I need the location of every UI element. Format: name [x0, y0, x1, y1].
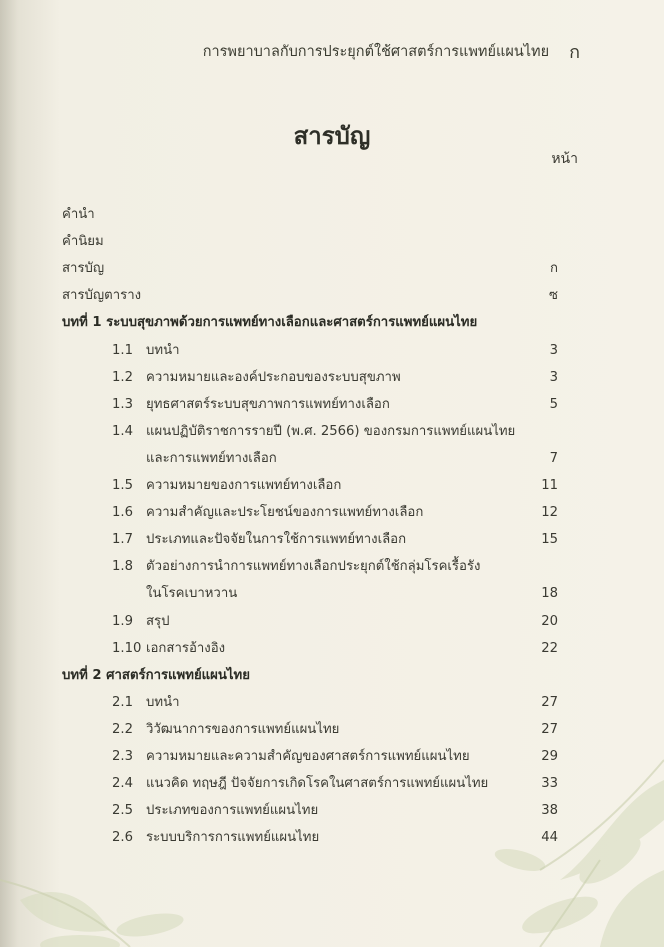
toc-entry [0, 473, 664, 499]
toc-entry [0, 500, 664, 526]
toc-entry [0, 636, 664, 662]
toc-page-number: 5 [549, 396, 558, 412]
toc-page-number: 3 [549, 369, 558, 385]
toc-entry [0, 338, 664, 364]
toc-page-number: 20 [541, 613, 558, 629]
toc-section-number: 1.4 [112, 423, 133, 439]
toc-entry [0, 825, 664, 851]
toc-page-number: 38 [541, 803, 558, 819]
toc-entry [0, 717, 664, 743]
toc-entry [0, 202, 664, 228]
toc-entry-text: คำนำ [62, 207, 95, 222]
toc-entry [0, 527, 664, 553]
toc-entry [0, 446, 664, 472]
toc-section-number: 2.3 [112, 749, 133, 764]
toc-section-number: 2.4 [112, 776, 133, 792]
toc-entry-text: และการแพทย์ทางเลือก [146, 450, 277, 466]
toc-entry-text: ประเภทและปัจจัยในการใช้การแพทย์ทางเลือก [146, 532, 407, 548]
toc-page-number: 27 [541, 721, 558, 737]
toc-section-number: 2.6 [112, 830, 133, 846]
header-page-number: ก [569, 41, 580, 63]
running-header [200, 40, 580, 62]
toc-entry-text: เอกสารอ้างอิง [146, 640, 226, 656]
toc-page-number: 3 [549, 342, 558, 358]
toc-entry-text: ความหมายและความสำคัญของศาสตร์การแพทย์แผนไทย [146, 749, 470, 764]
toc-entry [0, 581, 664, 607]
toc-entry-text: สรุป [146, 613, 170, 629]
toc-page-number: 29 [541, 749, 558, 764]
toc-entry [0, 744, 664, 770]
toc-page-number: 44 [541, 830, 558, 846]
toc-section-number: 1.8 [112, 559, 133, 575]
toc-page-number: 22 [541, 640, 558, 656]
toc-entry [0, 554, 664, 580]
toc-entry [0, 798, 664, 824]
toc-section-number: 1.1 [112, 342, 133, 358]
toc-entry-text: ระบบบริการการแพทย์แผนไทย [146, 830, 320, 846]
toc-entry-text: ความหมายและองค์ประกอบของระบบสุขภาพ [146, 369, 401, 385]
toc-entry-text: บทนำ [146, 342, 180, 358]
toc-page-number: 33 [541, 776, 558, 792]
toc-section-number: 1.5 [112, 478, 133, 493]
page-title: สารบัญ [293, 122, 371, 150]
toc-entry-text: วิวัฒนาการของการแพทย์แผนไทย [146, 721, 340, 737]
toc-entry [0, 771, 664, 797]
toc-entry-text: สารบัญ [62, 261, 105, 277]
toc-entry [0, 690, 664, 716]
toc-entry [0, 609, 664, 635]
toc-chapter [0, 663, 664, 689]
toc-section-number: 2.1 [112, 694, 133, 710]
toc-entry-text: แผนปฏิบัติราชการรายปี (พ.ศ. 2566) ของกรมการแพทย์แผนไทย [146, 423, 516, 439]
toc-entry [0, 229, 664, 255]
toc-page-number: 18 [541, 586, 558, 602]
toc-page-number: ก [550, 261, 558, 277]
toc-entry [0, 365, 664, 391]
toc-page-number: 27 [541, 694, 558, 710]
toc-section-number: 2.5 [112, 803, 133, 819]
toc-entry [0, 392, 664, 418]
toc-page-number: ซ [549, 288, 558, 304]
toc-section-number: 2.2 [112, 721, 133, 737]
toc-entry [0, 419, 664, 445]
toc-entry-text: ประเภทของการแพทย์แผนไทย [146, 803, 319, 819]
toc-entry-text: บทนำ [146, 694, 180, 710]
toc-page-number: 15 [541, 532, 558, 548]
toc-page-number: 12 [541, 505, 558, 521]
toc-entry-text: บทที่ 1 ระบบสุขภาพด้วยการแพทย์ทางเลือกและศาสตร์การแพทย์แผนไทย [62, 315, 478, 331]
toc-entry-text: แนวคิด ทฤษฎี ปัจจัยการเกิดโรคในศาสตร์การแพทย์แผนไทย [146, 776, 489, 792]
toc-section-number: 1.10 [112, 640, 142, 656]
page-column-label: หน้า [551, 151, 578, 167]
toc-section-number: 1.6 [112, 505, 133, 521]
running-title: การพยาบาลกับการประยุกต์ใช้ศาสตร์การแพทย์แผนไทย [202, 43, 550, 60]
toc-entry-text: ยุทธศาสตร์ระบบสุขภาพการแพทย์ทางเลือก [146, 396, 390, 412]
toc-section-number: 1.7 [112, 532, 133, 548]
toc-entry [0, 283, 664, 309]
toc-entry-text: ความหมายของการแพทย์ทางเลือก [146, 478, 342, 493]
toc-entry-text: ตัวอย่างการนำการแพทย์ทางเลือกประยุกต์ใช้กลุ่มโรคเรื้อรัง [146, 559, 481, 575]
toc-entry [0, 256, 664, 282]
toc-page-number: 7 [549, 450, 558, 466]
toc-section-number: 1.3 [112, 396, 133, 412]
toc-entry-text: บทที่ 2 ศาสตร์การแพทย์แผนไทย [62, 667, 250, 683]
toc-entry-text: คำนิยม [62, 234, 104, 250]
toc-section-number: 1.2 [112, 369, 133, 385]
toc-chapter [0, 310, 664, 336]
toc-entry-text: ในโรคเบาหวาน [146, 586, 238, 602]
toc-entry-text: ความสำคัญและประโยชน์ของการแพทย์ทางเลือก [146, 505, 424, 521]
toc-section-number: 1.9 [112, 613, 133, 629]
toc-page-number: 11 [541, 478, 558, 493]
toc-entry-text: สารบัญตาราง [62, 288, 142, 304]
